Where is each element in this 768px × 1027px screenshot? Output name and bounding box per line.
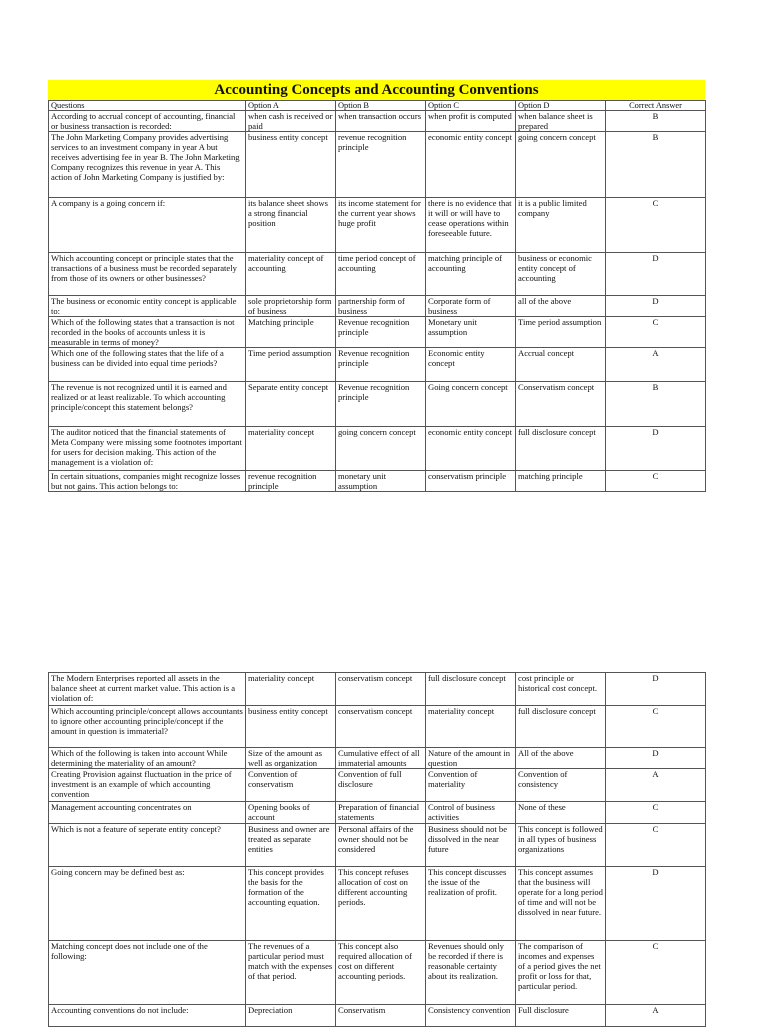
- option-d-cell: all of the above: [516, 296, 606, 317]
- option-d-cell: when balance sheet is prepared: [516, 111, 606, 132]
- answer-cell: C: [606, 706, 706, 748]
- question-cell: Creating Provision against fluctuation in the price of investment is an example of which accounting convention: [49, 769, 246, 802]
- option-a-cell: sole proprietorship form of business: [246, 296, 336, 317]
- answer-cell: B: [606, 132, 706, 198]
- option-d-cell: cost principle or historical cost concept.: [516, 673, 606, 706]
- option-a-cell: Time period assumption: [246, 348, 336, 382]
- table-row: [49, 802, 706, 824]
- header-option-b: Option B: [336, 101, 426, 111]
- answer-cell: D: [606, 253, 706, 296]
- option-b-cell: revenue recognition principle: [336, 132, 426, 198]
- question-cell: The Modern Enterprises reported all assets in the balance sheet at current market value. This action is a violation of:: [49, 673, 246, 706]
- question-cell: Which of the following states that a transaction is not recorded in the books of accounts unless it is measurable in terms of money?: [49, 317, 246, 348]
- option-c-cell: economic entity concept: [426, 132, 516, 198]
- option-b-cell: This concept refuses allocation of cost on different accounting periods.: [336, 867, 426, 941]
- option-c-cell: Corporate form of business: [426, 296, 516, 317]
- option-c-cell: Convention of materiality: [426, 769, 516, 802]
- option-a-cell: revenue recognition principle: [246, 471, 336, 492]
- option-d-cell: business or economic entity concept of accounting: [516, 253, 606, 296]
- option-b-cell: going concern concept: [336, 427, 426, 471]
- option-a-cell: materiality concept of accounting: [246, 253, 336, 296]
- table-row: [49, 1005, 706, 1027]
- table-row: [49, 706, 706, 748]
- answer-cell: A: [606, 769, 706, 802]
- table-row: [49, 317, 706, 348]
- option-b-cell: Preparation of financial statements: [336, 802, 426, 824]
- answer-cell: D: [606, 748, 706, 769]
- answer-cell: D: [606, 867, 706, 941]
- table-row: [49, 824, 706, 867]
- option-c-cell: Monetary unit assumption: [426, 317, 516, 348]
- option-b-cell: Cumulative effect of all immaterial amounts: [336, 748, 426, 769]
- option-a-cell: Size of the amount as well as organization: [246, 748, 336, 769]
- option-a-cell: materiality concept: [246, 673, 336, 706]
- option-c-cell: Nature of the amount in question: [426, 748, 516, 769]
- option-a-cell: The revenues of a particular period must match with the expenses of that period.: [246, 941, 336, 1005]
- table-row: [49, 867, 706, 941]
- option-b-cell: Conservatism: [336, 1005, 426, 1027]
- option-b-cell: Convention of full disclosure: [336, 769, 426, 802]
- table-row: [49, 382, 706, 427]
- option-b-cell: Personal affairs of the owner should not be considered: [336, 824, 426, 867]
- option-d-cell: full disclosure concept: [516, 427, 606, 471]
- option-b-cell: its income statement for the current year shows huge profit: [336, 198, 426, 253]
- option-d-cell: full disclosure concept: [516, 706, 606, 748]
- option-a-cell: its balance sheet shows a strong financial position: [246, 198, 336, 253]
- option-d-cell: Conservatism concept: [516, 382, 606, 427]
- question-cell: The John Marketing Company provides advertising services to an investment company in year A but receives advertising fee in year B. The John Marketing Company recognizes this revenue in year A. This action of John Marketing Company is justified by:: [49, 132, 246, 198]
- question-cell: In certain situations, companies might recognize losses but not gains. This action belongs to:: [49, 471, 246, 492]
- option-d-cell: This concept assumes that the business will operate for a long period of time and will not be dissolved in near future.: [516, 867, 606, 941]
- option-a-cell: Matching principle: [246, 317, 336, 348]
- answer-cell: C: [606, 198, 706, 253]
- header-option-c: Option C: [426, 101, 516, 111]
- question-cell: According to accrual concept of accounting, financial or business transaction is recorded:: [49, 111, 246, 132]
- option-a-cell: Depreciation: [246, 1005, 336, 1027]
- answer-cell: C: [606, 317, 706, 348]
- table-row: [49, 296, 706, 317]
- option-b-cell: partnership form of business: [336, 296, 426, 317]
- quiz-sheet-top: [48, 80, 705, 492]
- answer-cell: B: [606, 382, 706, 427]
- option-b-cell: Revenue recognition principle: [336, 348, 426, 382]
- question-cell: Which accounting concept or principle states that the transactions of a business must be recorded separately from those of its owners or other businesses?: [49, 253, 246, 296]
- header-questions: Questions: [49, 101, 246, 111]
- option-b-cell: Revenue recognition principle: [336, 382, 426, 427]
- answer-cell: A: [606, 1005, 706, 1027]
- option-a-cell: materiality concept: [246, 427, 336, 471]
- option-d-cell: Convention of consistency: [516, 769, 606, 802]
- option-d-cell: The comparison of incomes and expenses of a period gives the net profit or loss for that, particular period.: [516, 941, 606, 1005]
- option-d-cell: Time period assumption: [516, 317, 606, 348]
- question-cell: The business or economic entity concept is applicable to:: [49, 296, 246, 317]
- question-cell: The revenue is not recognized until it is earned and realized or at least realizable. To which accounting principle/concept this statement belongs?: [49, 382, 246, 427]
- answer-cell: B: [606, 111, 706, 132]
- option-d-cell: All of the above: [516, 748, 606, 769]
- option-c-cell: economic entity concept: [426, 427, 516, 471]
- answer-cell: A: [606, 348, 706, 382]
- option-b-cell: monetary unit assumption: [336, 471, 426, 492]
- header-row: [49, 101, 706, 111]
- option-c-cell: full disclosure concept: [426, 673, 516, 706]
- quiz-sheet-bottom: [48, 672, 705, 1027]
- option-a-cell: Business and owner are treated as separate entities: [246, 824, 336, 867]
- option-c-cell: Consistency convention: [426, 1005, 516, 1027]
- option-d-cell: going concern concept: [516, 132, 606, 198]
- header-correct-answer: Correct Answer: [606, 101, 706, 111]
- table-row: [49, 769, 706, 802]
- option-a-cell: Separate entity concept: [246, 382, 336, 427]
- option-d-cell: None of these: [516, 802, 606, 824]
- table-row: [49, 941, 706, 1005]
- question-cell: Matching concept does not include one of the following:: [49, 941, 246, 1005]
- option-b-cell: conservatism concept: [336, 673, 426, 706]
- answer-cell: D: [606, 427, 706, 471]
- option-c-cell: Business should not be dissolved in the near future: [426, 824, 516, 867]
- table-row: [49, 427, 706, 471]
- table-row: [49, 111, 706, 132]
- option-a-cell: This concept provides the basis for the formation of the accounting equation.: [246, 867, 336, 941]
- header-option-d: Option D: [516, 101, 606, 111]
- option-c-cell: Revenues should only be recorded if there is reasonable certainty about its realization.: [426, 941, 516, 1005]
- question-cell: A company is a going concern if:: [49, 198, 246, 253]
- option-c-cell: there is no evidence that it will or will have to cease operations within foreseeable future.: [426, 198, 516, 253]
- option-b-cell: when transaction occurs: [336, 111, 426, 132]
- option-c-cell: Control of business activities: [426, 802, 516, 824]
- question-cell: Going concern may be defined best as:: [49, 867, 246, 941]
- option-c-cell: conservatism principle: [426, 471, 516, 492]
- option-b-cell: conservatism concept: [336, 706, 426, 748]
- answer-cell: D: [606, 673, 706, 706]
- table-row: [49, 673, 706, 706]
- table-row: [49, 198, 706, 253]
- option-b-cell: time period concept of accounting: [336, 253, 426, 296]
- option-d-cell: This concept is followed in all types of business organizations: [516, 824, 606, 867]
- option-c-cell: matching principle of accounting: [426, 253, 516, 296]
- question-cell: Which is not a feature of seperate entity concept?: [49, 824, 246, 867]
- header-option-a: Option A: [246, 101, 336, 111]
- option-d-cell: it is a public limited company: [516, 198, 606, 253]
- answer-cell: C: [606, 941, 706, 1005]
- option-c-cell: when profit is computed: [426, 111, 516, 132]
- option-a-cell: Convention of conservatism: [246, 769, 336, 802]
- question-cell: Which one of the following states that the life of a business can be divided into equal time periods?: [49, 348, 246, 382]
- option-d-cell: matching principle: [516, 471, 606, 492]
- option-a-cell: Opening books of account: [246, 802, 336, 824]
- option-a-cell: business entity concept: [246, 132, 336, 198]
- option-c-cell: Economic entity concept: [426, 348, 516, 382]
- option-a-cell: when cash is received or paid: [246, 111, 336, 132]
- option-a-cell: business entity concept: [246, 706, 336, 748]
- option-d-cell: Full disclosure: [516, 1005, 606, 1027]
- question-cell: The auditor noticed that the financial statements of Meta Company were missing some footnotes important for users for decision making. This action of the management is a violation of:: [49, 427, 246, 471]
- option-d-cell: Accrual concept: [516, 348, 606, 382]
- answer-cell: C: [606, 471, 706, 492]
- option-c-cell: Going concern concept: [426, 382, 516, 427]
- question-cell: Which of the following is taken into account While determining the materiality of an amount?: [49, 748, 246, 769]
- option-c-cell: This concept discusses the issue of the realization of profit.: [426, 867, 516, 941]
- table-row: [49, 471, 706, 492]
- questions-table-top: [48, 100, 706, 492]
- option-c-cell: materiality concept: [426, 706, 516, 748]
- question-cell: Which accounting principle/concept allows accountants to ignore other accounting principle/concept if the amount in question is immaterial?: [49, 706, 246, 748]
- sheet-title: Accounting Concepts and Accounting Conventions: [48, 80, 705, 100]
- option-b-cell: Revenue recognition principle: [336, 317, 426, 348]
- question-cell: Accounting conventions do not include:: [49, 1005, 246, 1027]
- question-cell: Management accounting concentrates on: [49, 802, 246, 824]
- answer-cell: C: [606, 824, 706, 867]
- option-b-cell: This concept also required allocation of cost on different accounting periods.: [336, 941, 426, 1005]
- answer-cell: C: [606, 802, 706, 824]
- table-row: [49, 253, 706, 296]
- questions-table-bottom: [48, 672, 706, 1027]
- answer-cell: D: [606, 296, 706, 317]
- table-row: [49, 348, 706, 382]
- table-row: [49, 748, 706, 769]
- table-row: [49, 132, 706, 198]
